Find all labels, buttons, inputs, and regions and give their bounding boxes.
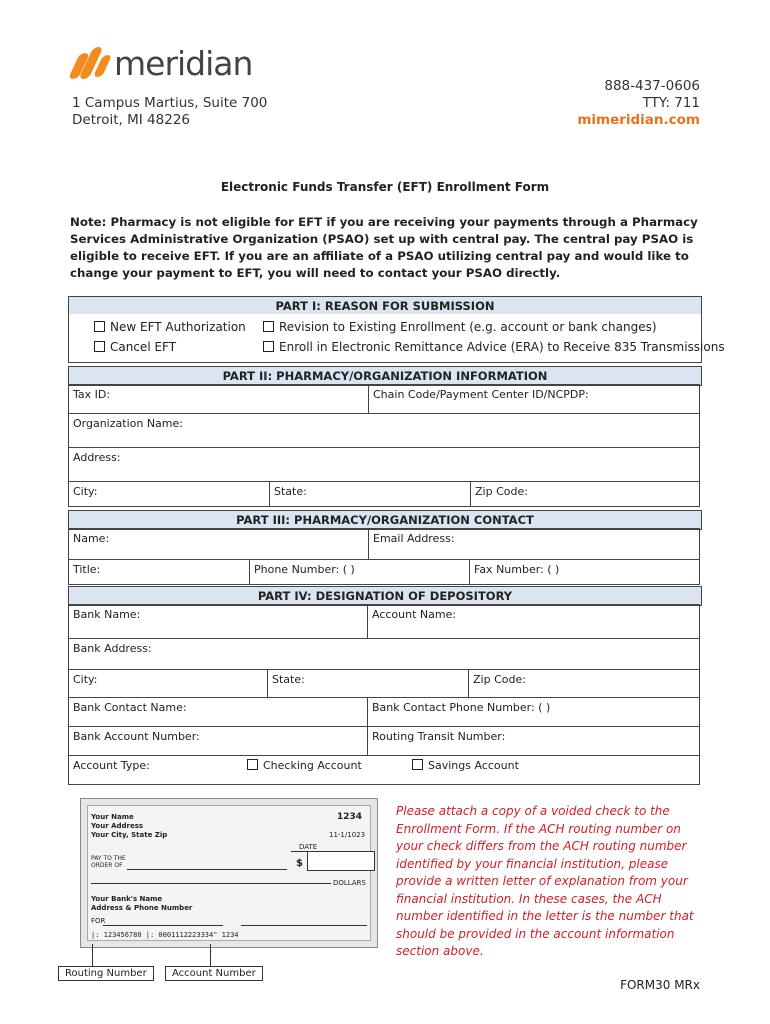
check-number: 1234 xyxy=(337,812,363,822)
check-dollar-sign: $ xyxy=(296,858,303,869)
part4-header: PART IV: DESIGNATION OF DEPOSITORY xyxy=(68,586,702,606)
check-payto-label: PAY TO THE ORDER OF xyxy=(91,855,126,869)
city-field[interactable]: City: xyxy=(68,481,270,507)
phone-number: 888-437-0606 xyxy=(604,78,700,94)
bank-account-number-field[interactable]: Bank Account Number: xyxy=(68,726,368,756)
organization-name-field[interactable]: Organization Name: xyxy=(68,413,700,448)
address-line-2: Detroit, MI 48226 xyxy=(72,112,190,128)
bank-state-field[interactable]: State: xyxy=(267,669,469,698)
logo-mark-icon xyxy=(72,45,110,83)
address-field[interactable]: Address: xyxy=(68,447,700,482)
zip-field[interactable]: Zip Code: xyxy=(470,481,700,507)
check-date-label: DATE xyxy=(299,843,318,851)
checkbox-icon[interactable] xyxy=(94,341,105,352)
check-address: Your Address xyxy=(91,822,144,830)
checkbox-icon[interactable] xyxy=(94,321,105,332)
check-for-label: FOR xyxy=(91,917,106,925)
checkbox-icon[interactable] xyxy=(412,759,423,770)
bank-contact-name-field[interactable]: Bank Contact Name: xyxy=(68,697,368,727)
savings-account-option[interactable]: Savings Account xyxy=(412,759,519,772)
checkbox-icon[interactable] xyxy=(263,321,274,332)
form-title: Electronic Funds Transfer (EFT) Enrollment Form xyxy=(220,180,550,194)
routing-number-label: Routing Number xyxy=(58,966,154,981)
revision-option[interactable]: Revision to Existing Enrollment (e.g. account or bank changes) xyxy=(263,320,657,334)
account-type-field: Account Type: xyxy=(68,755,700,785)
tax-id-field[interactable]: Tax ID: xyxy=(68,384,369,414)
tty-number: TTY: 711 xyxy=(642,95,700,111)
state-field[interactable]: State: xyxy=(269,481,471,507)
part3-header: PART III: PHARMACY/ORGANIZATION CONTACT xyxy=(68,510,702,530)
logo-text: meridian xyxy=(114,44,253,83)
fax-field[interactable]: Fax Number: ( ) xyxy=(469,559,700,585)
check-fraction: 11-1/1023 xyxy=(329,831,366,839)
chain-code-field[interactable]: Chain Code/Payment Center ID/NCPDP: xyxy=(368,384,700,414)
contact-name-field[interactable]: Name: xyxy=(68,528,369,560)
check-bank-name: Your Bank's Name xyxy=(91,895,163,903)
cancel-eft-option[interactable]: Cancel EFT xyxy=(94,340,176,354)
account-number-label: Account Number xyxy=(165,966,263,981)
checking-account-option[interactable]: Checking Account xyxy=(247,759,362,772)
check-dollars-label: DOLLARS xyxy=(333,879,366,887)
checkbox-icon[interactable] xyxy=(247,759,258,770)
check-city: Your City, State Zip xyxy=(91,831,168,839)
bank-address-field[interactable]: Bank Address: xyxy=(68,638,700,670)
meridian-logo xyxy=(72,44,252,83)
website-link[interactable]: mimeridian.com xyxy=(577,112,700,128)
checkbox-icon[interactable] xyxy=(263,341,274,352)
bank-contact-phone-field[interactable]: Bank Contact Phone Number: ( ) xyxy=(367,697,700,727)
bank-name-field[interactable]: Bank Name: xyxy=(68,604,368,639)
new-eft-option[interactable]: New EFT Authorization xyxy=(94,320,246,334)
part2-header: PART II: PHARMACY/ORGANIZATION INFORMATION xyxy=(68,366,702,386)
part1-header: PART I: REASON FOR SUBMISSION xyxy=(68,296,702,316)
check-micr-line: |: 123456780 |: 0001112223334" 1234 xyxy=(91,931,239,939)
form-number: FORM30 MRx xyxy=(620,978,700,992)
account-name-field[interactable]: Account Name: xyxy=(367,604,700,639)
check-bank-address: Address & Phone Number xyxy=(91,904,193,912)
phone-field[interactable]: Phone Number: ( ) xyxy=(249,559,470,585)
title-field[interactable]: Title: xyxy=(68,559,250,585)
email-field[interactable]: Email Address: xyxy=(368,528,700,560)
check-name: Your Name xyxy=(91,813,134,821)
bank-zip-field[interactable]: Zip Code: xyxy=(468,669,700,698)
address-line-1: 1 Campus Martius, Suite 700 xyxy=(72,95,268,111)
voided-check-instructions: Please attach a copy of a voided check to the Enrollment Form. If the ACH routing number on your check differs from the ACH routing number identified by your financial institution, please provide a written letter of explanation from your financial institution. In these cases, the ACH number identified in the letter is the number that should be provided in the account information section above. xyxy=(396,804,694,958)
bank-city-field[interactable]: City: xyxy=(68,669,268,698)
sample-check-image xyxy=(80,798,378,948)
eligibility-note: Note: Pharmacy is not eligible for EFT if you are receiving your payments through a Pharmacy Services Administrative Organization (PSAO) set up with central pay. The central pay PSAO is eligible to receive EFT. If you are an affiliate of a PSAO utilizing central pay and would like to change your payment to EFT, you will need to contact your PSAO directly. xyxy=(70,215,698,280)
routing-transit-number-field[interactable]: Routing Transit Number: xyxy=(367,726,700,756)
era-option[interactable]: Enroll in Electronic Remittance Advice (ERA) to Receive 835 Transmissions xyxy=(263,340,725,354)
